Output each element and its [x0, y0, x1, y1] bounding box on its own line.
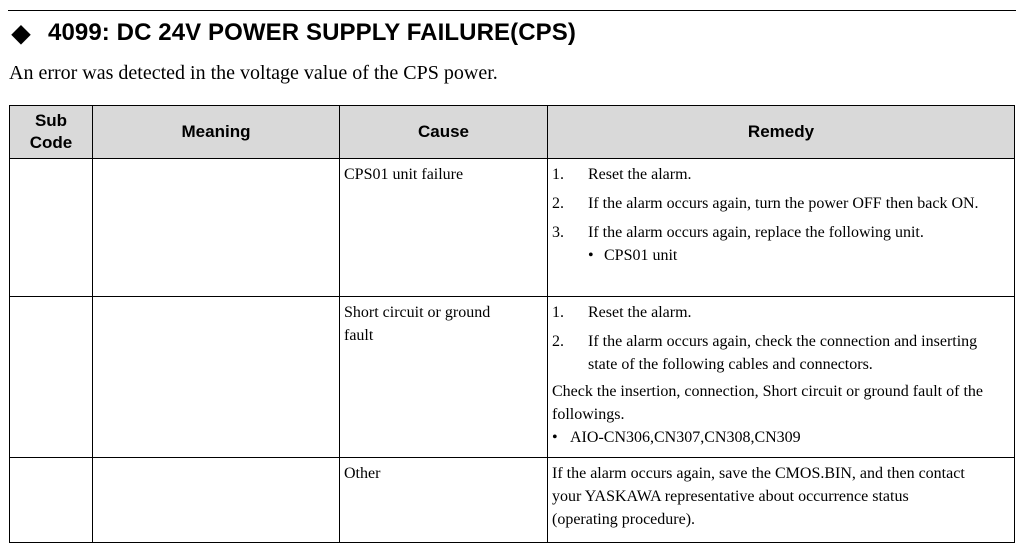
remedy-steps — [552, 163, 1010, 267]
cell-remedy — [548, 458, 1015, 543]
cell-remedy — [548, 297, 1015, 458]
remedy-text: If the alarm occurs again, save the CMOS.BIN, and then contact your YASKAWA representative about occurrence status (operating procedure). — [552, 465, 965, 528]
remedy-note: Check the insertion, connection, Short circuit or ground fault of the followings. — [552, 383, 983, 423]
step-number: 1. — [552, 166, 564, 183]
remedy-step — [552, 221, 1010, 267]
step-number: 2. — [552, 195, 564, 212]
header-cause: Cause — [340, 106, 548, 159]
alarm-description: An error was detected in the voltage value of the CPS power. — [9, 62, 498, 84]
cell-cause: Other — [340, 458, 548, 543]
step-number: 2. — [552, 333, 564, 350]
alarm-heading — [8, 15, 576, 51]
unit-bullet — [588, 244, 1010, 267]
cell-sub-code — [10, 458, 93, 543]
step-text: If the alarm occurs again, replace the following unit. — [588, 224, 924, 241]
step-text: Reset the alarm. — [588, 166, 692, 183]
cell-sub-code — [10, 159, 93, 297]
alarm-title: 4099: DC 24V POWER SUPPLY FAILURE(CPS) — [48, 19, 576, 46]
cell-meaning — [93, 297, 340, 458]
step-text: If the alarm occurs again, turn the power OFF then back ON. — [588, 195, 979, 212]
connector-bullet — [552, 426, 1010, 449]
step-text-with-bullet — [588, 221, 1010, 267]
step-text: Reset the alarm. — [588, 304, 692, 321]
table-row — [10, 297, 1015, 458]
bullet-dot-icon: • — [588, 247, 594, 264]
step-number: 3. — [552, 224, 564, 241]
remedy-step — [552, 192, 1010, 215]
cell-meaning — [93, 159, 340, 297]
cell-cause — [340, 297, 548, 458]
header-sub-code — [10, 106, 93, 159]
header-sub-code-line2: Code — [29, 133, 73, 152]
header-meaning: Meaning — [93, 106, 340, 159]
cell-remedy — [548, 159, 1015, 297]
cause-text: Short circuit or ground fault — [344, 304, 491, 344]
step-number: 1. — [552, 304, 564, 321]
diamond-bullet-icon: ◆ — [11, 19, 31, 47]
top-rule — [8, 10, 1016, 11]
bullet-text: CPS01 unit — [604, 247, 678, 264]
step-text: If the alarm occurs again, check the connection and inserting state of the following cables and connectors. — [588, 333, 978, 373]
remedy-steps — [552, 301, 1010, 376]
remedy-step — [552, 163, 1010, 186]
header-remedy: Remedy — [548, 106, 1015, 159]
alarm-table — [9, 105, 1015, 543]
cell-meaning — [93, 458, 340, 543]
bullet-dot-icon: • — [552, 429, 558, 446]
header-sub-code-line1: Sub — [34, 111, 68, 130]
table-row — [10, 458, 1015, 543]
remedy-step — [552, 301, 1010, 324]
bullet-text: AIO-CN306,CN307,CN308,CN309 — [570, 429, 801, 446]
cell-sub-code — [10, 297, 93, 458]
remedy-step — [552, 330, 1010, 376]
cell-cause: CPS01 unit failure — [340, 159, 548, 297]
table-row — [10, 159, 1015, 297]
table-header-row — [10, 106, 1015, 159]
